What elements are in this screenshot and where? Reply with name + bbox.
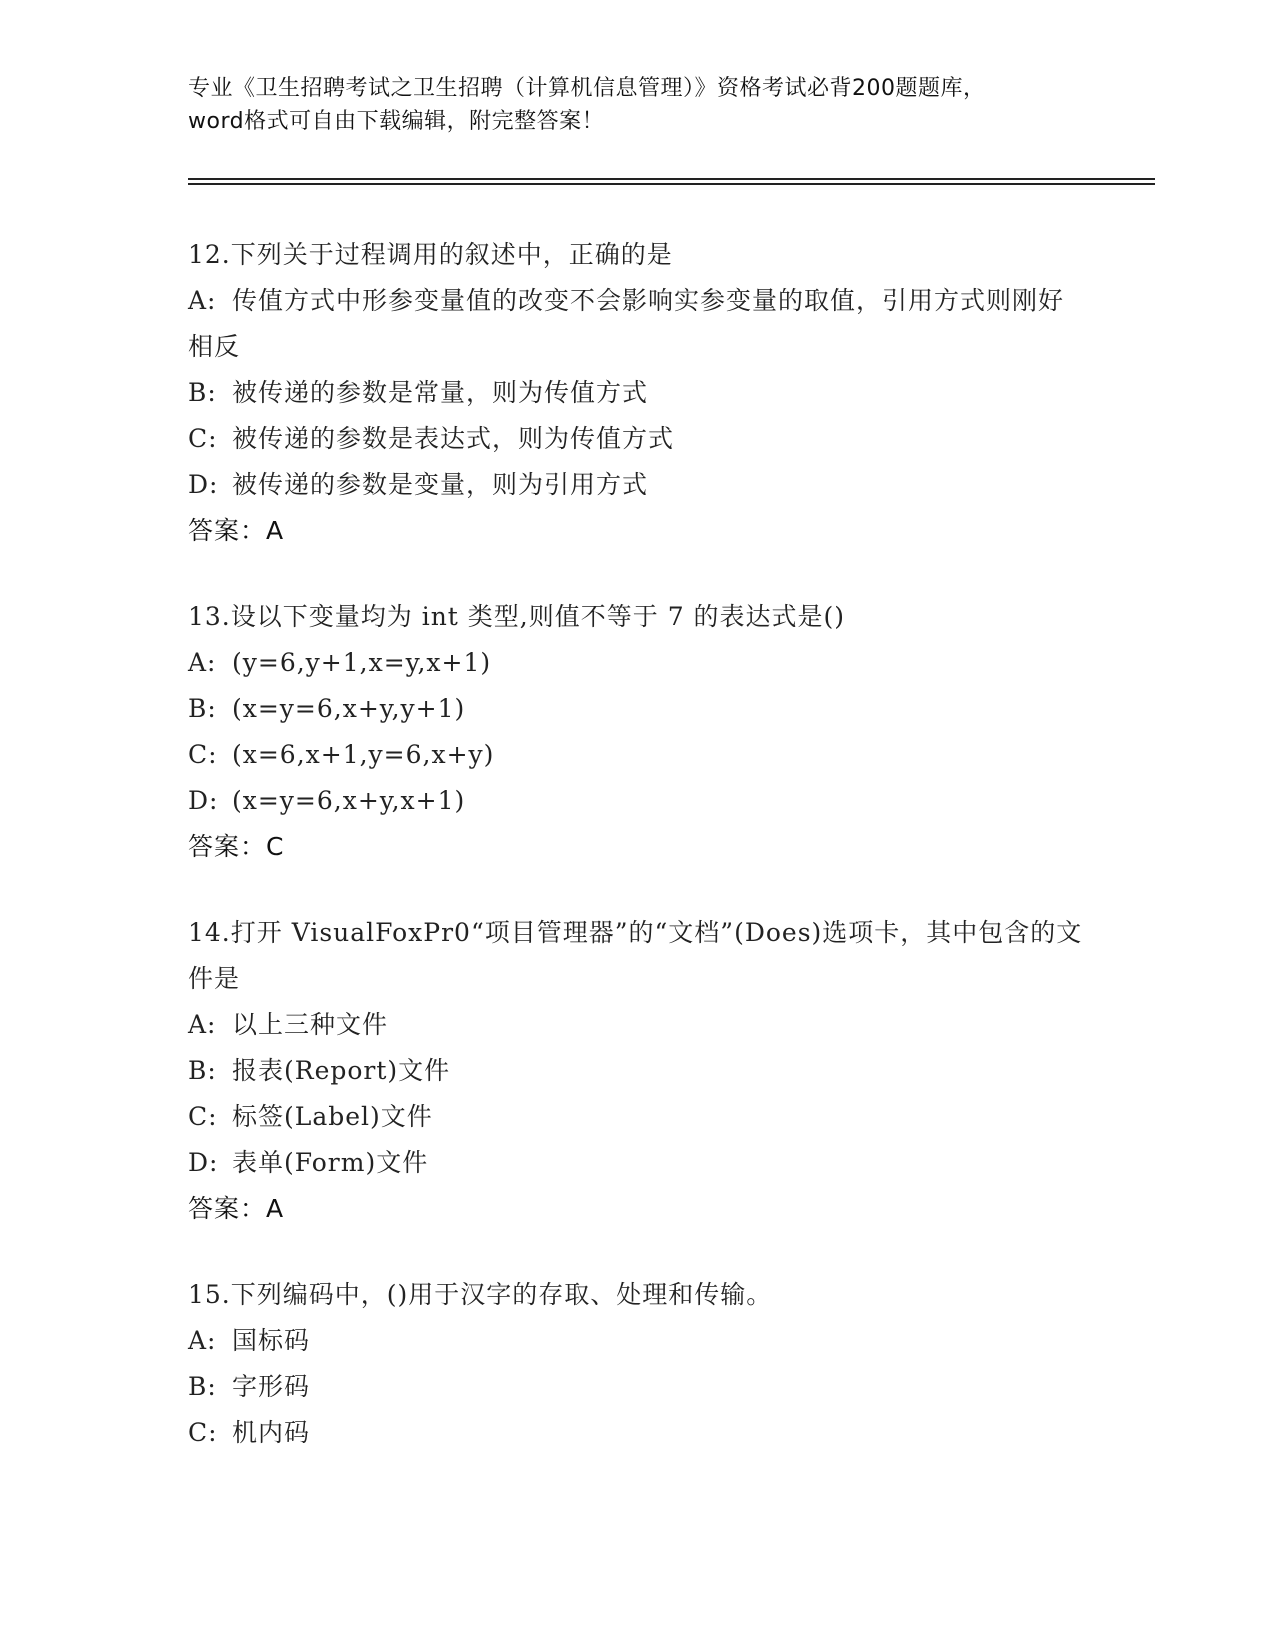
option-text: 国标码 xyxy=(232,1326,311,1355)
option-letter: C: xyxy=(188,1418,218,1447)
option-a xyxy=(188,1002,1088,1048)
option-letter: B: xyxy=(188,1056,217,1085)
option-text: 被传递的参数是变量，则为引用方式 xyxy=(232,470,649,499)
option-text: 被传递的参数是常量，则为传值方式 xyxy=(232,378,649,407)
question-12 xyxy=(188,232,1088,554)
header-rule-bottom xyxy=(188,183,1155,185)
option-text: 以上三种文件 xyxy=(232,1010,389,1039)
header-line-2: word格式可自由下载编辑，附完整答案！ xyxy=(188,109,605,134)
answer-line: 答案：C xyxy=(188,832,285,861)
answer-line: 答案：A xyxy=(188,1194,285,1223)
option-text: (x=y=6,x+y,y+1) xyxy=(232,694,466,723)
option-b xyxy=(188,1048,1088,1094)
option-d xyxy=(188,1140,1088,1186)
option-letter: C: xyxy=(188,1102,218,1131)
option-text: 字形码 xyxy=(232,1372,311,1401)
option-c xyxy=(188,1410,1088,1456)
question-text: 13.设以下变量均为 int 类型,则值不等于 7 的表达式是() xyxy=(188,602,846,631)
option-letter: D: xyxy=(188,786,219,815)
option-letter: D: xyxy=(188,470,219,499)
option-text: 机内码 xyxy=(232,1418,311,1447)
question-13 xyxy=(188,594,1088,870)
question-14 xyxy=(188,910,1088,1232)
option-letter: C: xyxy=(188,424,218,453)
option-c xyxy=(188,416,1088,462)
question-text: 12.下列关于过程调用的叙述中，正确的是 xyxy=(188,240,673,269)
option-letter: A: xyxy=(188,1326,217,1355)
option-b xyxy=(188,1364,1088,1410)
header-rule-top xyxy=(188,178,1155,180)
answer-line: 答案：A xyxy=(188,516,285,545)
option-d xyxy=(188,462,1088,508)
option-text: 报表(Report)文件 xyxy=(232,1056,451,1085)
option-text: (x=6,x+1,y=6,x+y) xyxy=(232,740,495,769)
question-text: 14.打开 VisualFoxPr0“项目管理器”的“文档”(Does)选项卡，其中包含的文件是 xyxy=(188,918,1083,993)
header-line-1: 专业《卫生招聘考试之卫生招聘（计算机信息管理）》资格考试必背200题题库， xyxy=(188,76,986,101)
option-letter: C: xyxy=(188,740,218,769)
option-letter: A: xyxy=(188,286,217,315)
option-letter: B: xyxy=(188,694,217,723)
option-a xyxy=(188,278,1088,370)
option-text: 传值方式中形参变量值的改变不会影响实参变量的取值，引用方式则刚好相反 xyxy=(188,286,1065,361)
option-b xyxy=(188,370,1088,416)
option-d xyxy=(188,778,1088,824)
option-text: 表单(Form)文件 xyxy=(232,1148,429,1177)
option-b xyxy=(188,686,1088,732)
option-text: 被传递的参数是表达式，则为传值方式 xyxy=(232,424,675,453)
option-a xyxy=(188,1318,1088,1364)
option-c xyxy=(188,1094,1088,1140)
question-list xyxy=(188,232,1088,1496)
option-letter: D: xyxy=(188,1148,219,1177)
question-15 xyxy=(188,1272,1088,1456)
option-text: (y=6,y+1,x=y,x+1) xyxy=(232,648,492,677)
option-letter: A: xyxy=(188,1010,217,1039)
option-letter: B: xyxy=(188,1372,217,1401)
question-text: 15.下列编码中，()用于汉字的存取、处理和传输。 xyxy=(188,1280,773,1309)
option-letter: B: xyxy=(188,378,217,407)
option-c xyxy=(188,732,1088,778)
option-text: 标签(Label)文件 xyxy=(232,1102,433,1131)
option-letter: A: xyxy=(188,648,217,677)
option-a xyxy=(188,640,1088,686)
option-text: (x=y=6,x+y,x+1) xyxy=(232,786,466,815)
document-header xyxy=(188,72,1088,138)
